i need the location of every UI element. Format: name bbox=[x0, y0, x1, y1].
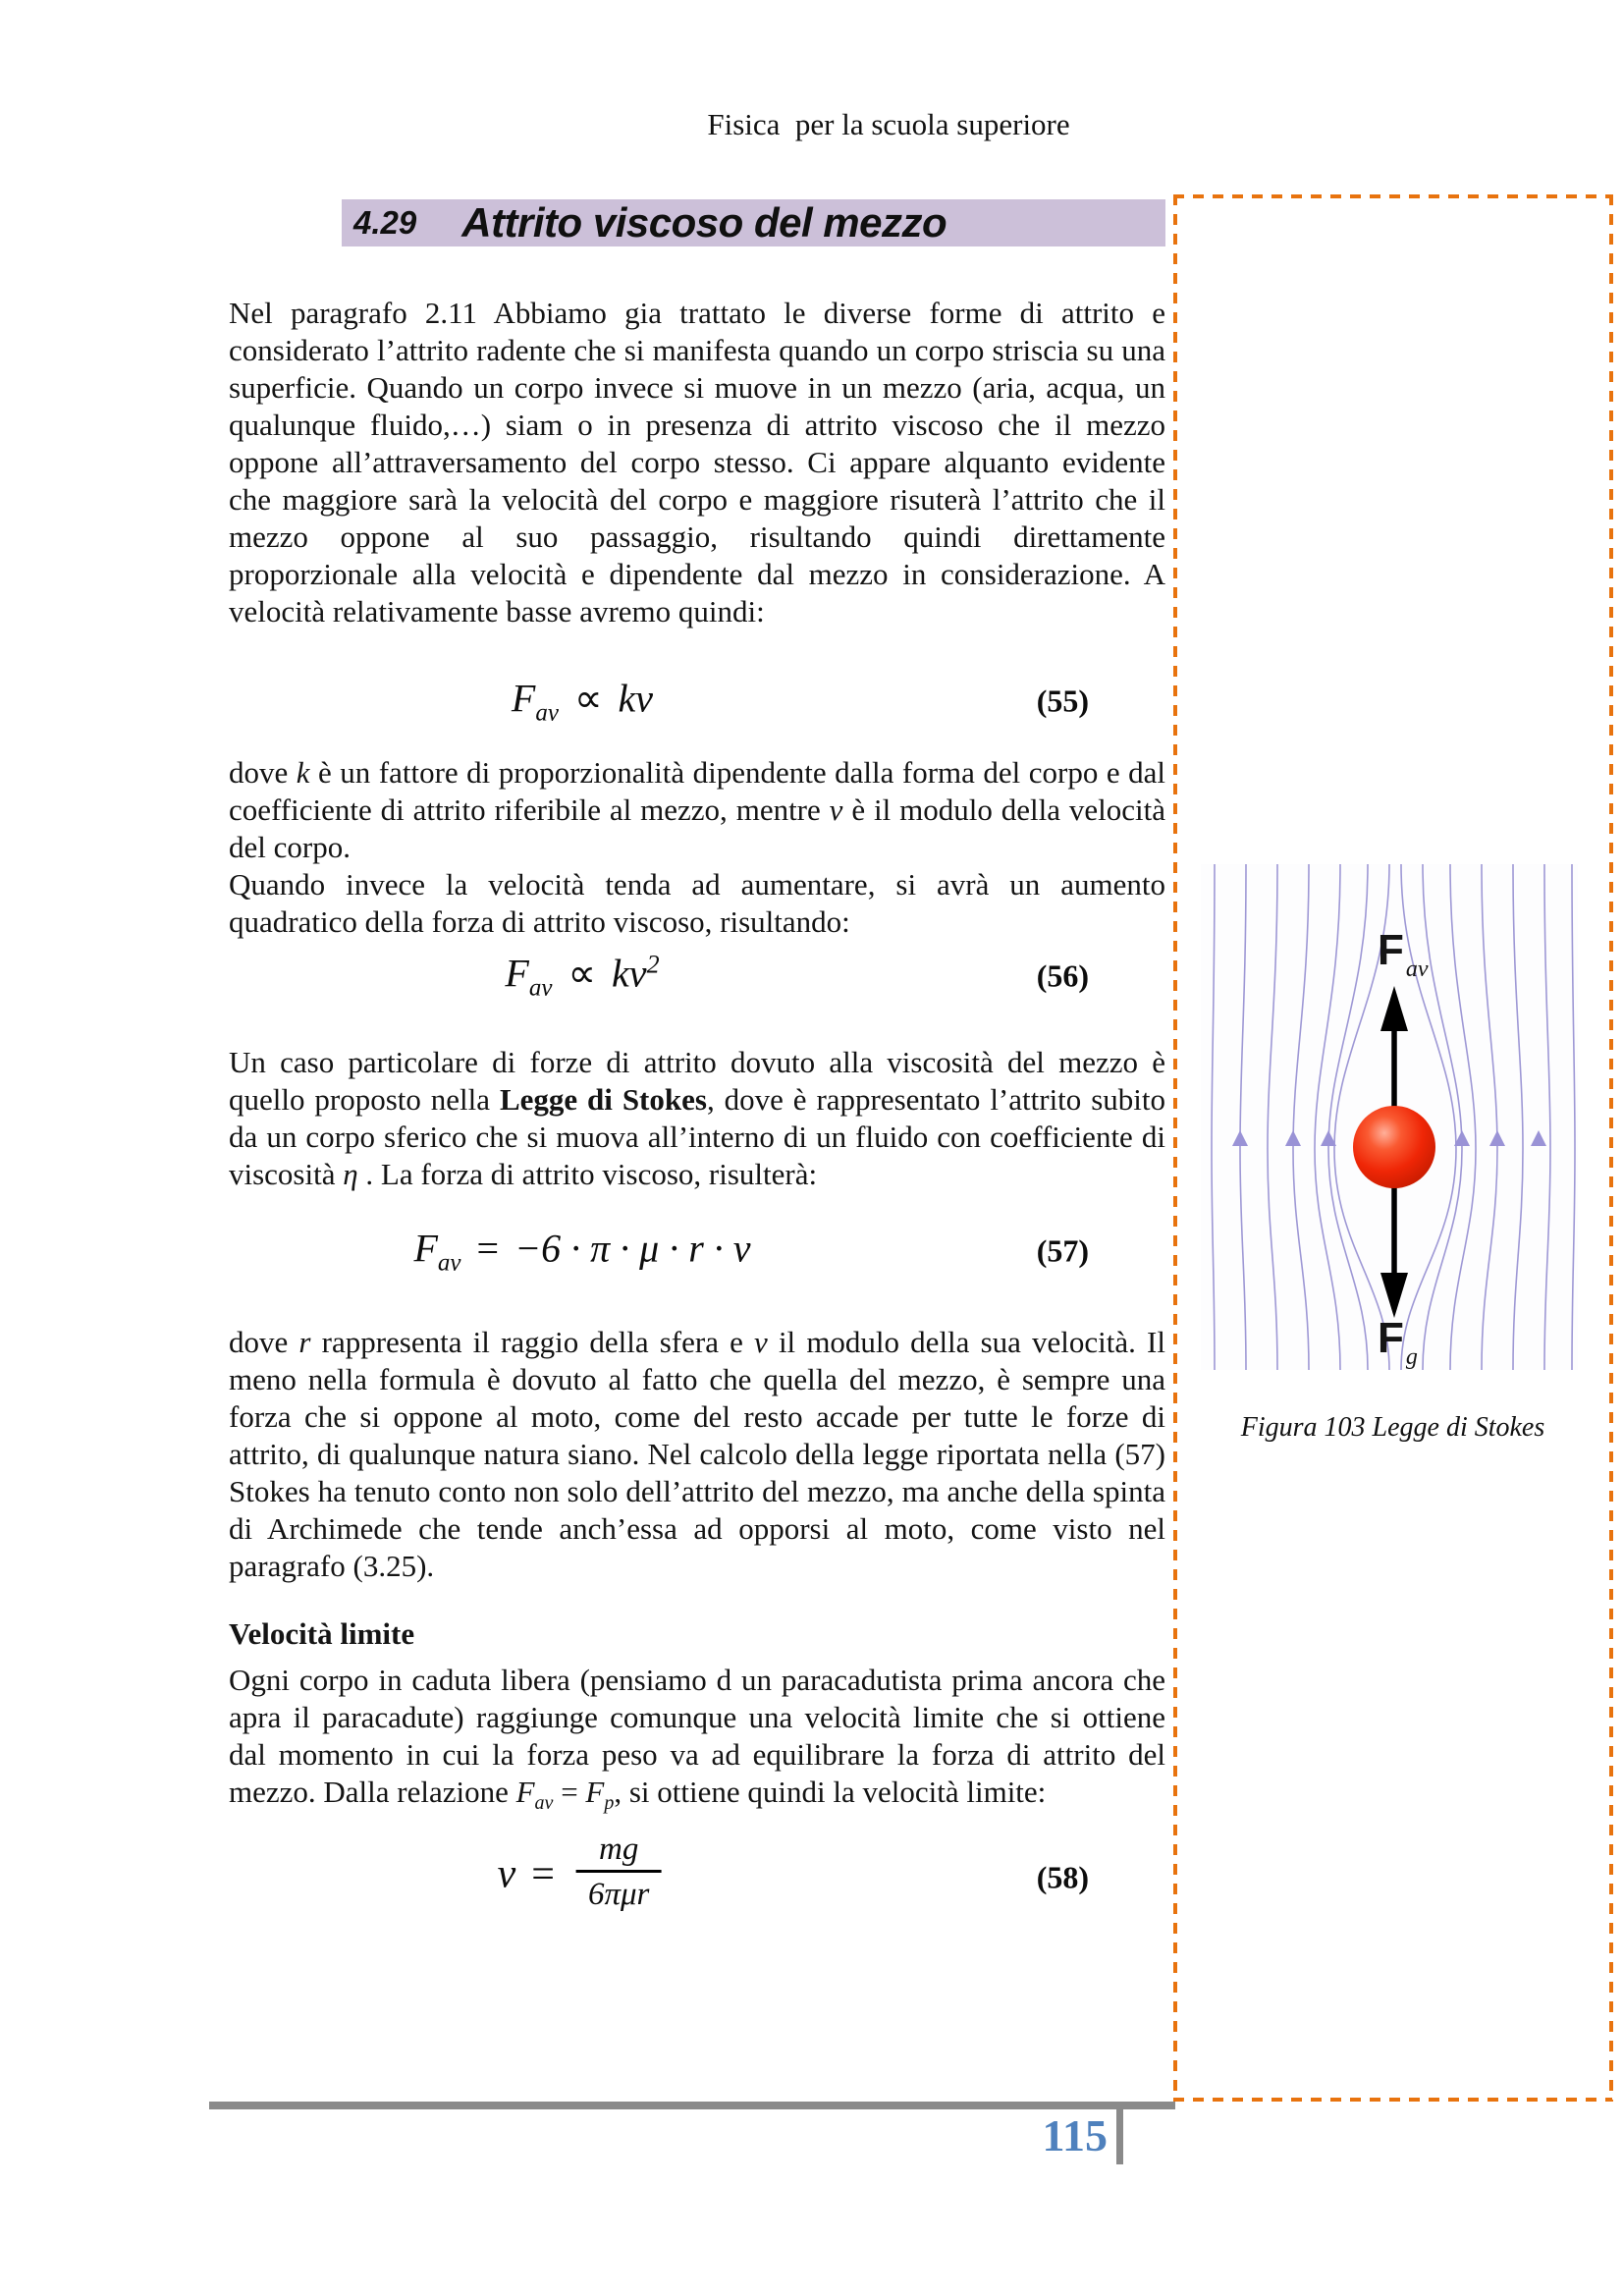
math-eta: η bbox=[343, 1157, 358, 1191]
math-v: v bbox=[829, 793, 843, 827]
section-number: 4.29 bbox=[353, 204, 417, 241]
text-segment: , dove è rappresentato l’attrito subito da un corpo sferico che si muova all’interno di un fluido con coefficiente di viscosità bbox=[229, 1082, 1165, 1191]
eq58-numerator: mg bbox=[598, 1831, 639, 1867]
dashed-border-top bbox=[1173, 194, 1612, 198]
dashed-border-right bbox=[1609, 194, 1613, 2102]
equation-55-formula bbox=[512, 676, 653, 728]
text-segment: dove bbox=[229, 755, 297, 790]
fraction-denominator bbox=[576, 1873, 661, 1911]
eq57-symbol: F bbox=[413, 1226, 438, 1271]
footer-rule bbox=[209, 2102, 1175, 2109]
paragraph-quando-invece: Quando invece la velocità tenda ad aumentare, si avrà un aumento quadratico della forza di attrito viscoso, risultando: bbox=[229, 867, 1165, 939]
equals-symbol: = bbox=[531, 1851, 555, 1897]
dashed-border-left bbox=[1173, 194, 1177, 2102]
equation-55-number: (55) bbox=[1036, 683, 1089, 719]
force-up-subscript: av bbox=[1405, 957, 1429, 982]
eq58-v: v bbox=[497, 1851, 516, 1897]
stokes-figure bbox=[1201, 864, 1578, 1370]
eq55-subscript: av bbox=[535, 699, 559, 727]
math-F-sub-av: av bbox=[534, 1792, 554, 1815]
paragraph-dove-k bbox=[229, 754, 1165, 866]
eq56-subscript: av bbox=[528, 974, 553, 1002]
text-segment: Ogni corpo in caduta libera (pensiamo d un paracadutista prima ancora che apra il paracadute) raggiunge comunque una velocità limite che si ottiene dal momento in cui la forza peso va ad equilibrare la forza di attrito del mezzo. Dalla relazione bbox=[229, 1663, 1165, 1809]
eq56-exponent: 2 bbox=[646, 950, 660, 979]
equation-58 bbox=[229, 1823, 1165, 1933]
dashed-border-bottom bbox=[1173, 2098, 1612, 2102]
text-segment: il modulo della sua velocità. Il meno nella formula è dovuto al fatto che quella del mezzo, è sempre una forza che si oppone al moto, come del resto accade per tutte le forze di attrito, di qualunque natura siano. Nel calcolo della legge riportata nella (57) Stokes ha tenuto conto non solo dell’attrito del mezzo, ma anche della spinta di Archimede che tende anch’essa ad opporsi al moto, come visto nel paragrafo (3.25). bbox=[229, 1325, 1165, 1583]
math-F-sub-p: p bbox=[604, 1792, 615, 1815]
force-down-subscript: g bbox=[1405, 1344, 1418, 1370]
paragraph-ogni-corpo bbox=[229, 1662, 1165, 1822]
equation-55 bbox=[229, 664, 1165, 738]
heading-velocita-limite: Velocità limite bbox=[229, 1616, 415, 1651]
eq55-rhs: kv bbox=[618, 676, 654, 721]
red-sphere bbox=[1353, 1106, 1435, 1188]
text-segment: , si ottiene quindi la velocità limite: bbox=[614, 1775, 1047, 1809]
section-heading-bar bbox=[342, 199, 1165, 246]
footer-vertical-bar bbox=[1116, 2102, 1123, 2164]
math-v: v bbox=[754, 1325, 768, 1359]
legge-di-stokes-bold: Legge di Stokes bbox=[499, 1082, 707, 1117]
equation-56 bbox=[229, 939, 1165, 1013]
eq57-subscript: av bbox=[437, 1249, 461, 1277]
paragraph-dove-r bbox=[229, 1324, 1165, 1585]
text-segment: è un fattore di proporzionalità dipendente dalla forma del corpo e dal coefficiente di attrito riferibile al mezzo, mentre bbox=[229, 755, 1165, 827]
fraction bbox=[576, 1832, 661, 1911]
paragraph-un-caso bbox=[229, 1044, 1165, 1193]
figure-caption: Figura 103 Legge di Stokes bbox=[1240, 1412, 1545, 1443]
text-segment: dove bbox=[229, 1325, 299, 1359]
math-F: F bbox=[515, 1775, 535, 1809]
section-title: Attrito viscoso del mezzo bbox=[461, 199, 947, 246]
force-up-symbol: F bbox=[1378, 926, 1404, 974]
math-k: k bbox=[296, 755, 310, 790]
proportional-symbol: ∝ bbox=[568, 951, 597, 996]
equation-58-formula bbox=[497, 1831, 668, 1917]
page-number: 115 bbox=[1042, 2110, 1108, 2160]
equation-57-formula bbox=[413, 1226, 750, 1278]
eq56-rhs: kv bbox=[612, 951, 647, 996]
proportional-symbol: ∝ bbox=[573, 676, 603, 721]
text-segment: è il modulo della velocità del corpo. bbox=[229, 793, 1165, 864]
math-r: r bbox=[298, 1325, 311, 1359]
eq57-rhs: −6 · π · μ · r · v bbox=[514, 1226, 751, 1271]
text-segment: = bbox=[553, 1775, 586, 1809]
equation-56-formula bbox=[505, 951, 659, 1003]
fraction-numerator bbox=[576, 1832, 661, 1873]
eq58-denominator: 6πμr bbox=[587, 1877, 650, 1912]
text-segment: . La forza di attrito viscoso, risulterà: bbox=[357, 1157, 818, 1191]
equation-57 bbox=[229, 1214, 1165, 1288]
text-segment: rappresenta il raggio della sfera e bbox=[310, 1325, 755, 1359]
math-F: F bbox=[585, 1775, 605, 1809]
text-segment: Un caso particolare di forze di attrito dovuto alla viscosità del mezzo è quello proposto nella bbox=[229, 1045, 1165, 1117]
paragraph-intro: Nel paragrafo 2.11 Abbiamo gia trattato le diverse forme di attrito e considerato l’attrito radente che si manifesta quando un corpo striscia su una superficie. Quando un corpo invece si muove in un mezzo (aria, acqua, un qualunque fluido,…) siam o in presenza di attrito viscoso che il mezzo oppone all’attraversamento del corpo stesso. Ci appare alquanto evidente che maggiore sarà la velocità del corpo e maggiore risuterà l’attrito che il mezzo oppone al suo passaggio, risultando quindi direttamente proporzionale alla velocità e dipendente dal mezzo in considerazione. A velocità relativamente basse avremo quindi: bbox=[229, 296, 1165, 629]
equation-58-number: (58) bbox=[1036, 1859, 1089, 1895]
eq55-symbol: F bbox=[511, 676, 536, 721]
equation-57-number: (57) bbox=[1036, 1232, 1089, 1269]
eq56-symbol: F bbox=[505, 951, 529, 996]
equals-symbol: = bbox=[476, 1226, 500, 1271]
force-down-symbol: F bbox=[1378, 1314, 1404, 1362]
page-header: Fisica per la scuola superiore bbox=[707, 107, 1070, 141]
equation-56-number: (56) bbox=[1036, 957, 1089, 994]
